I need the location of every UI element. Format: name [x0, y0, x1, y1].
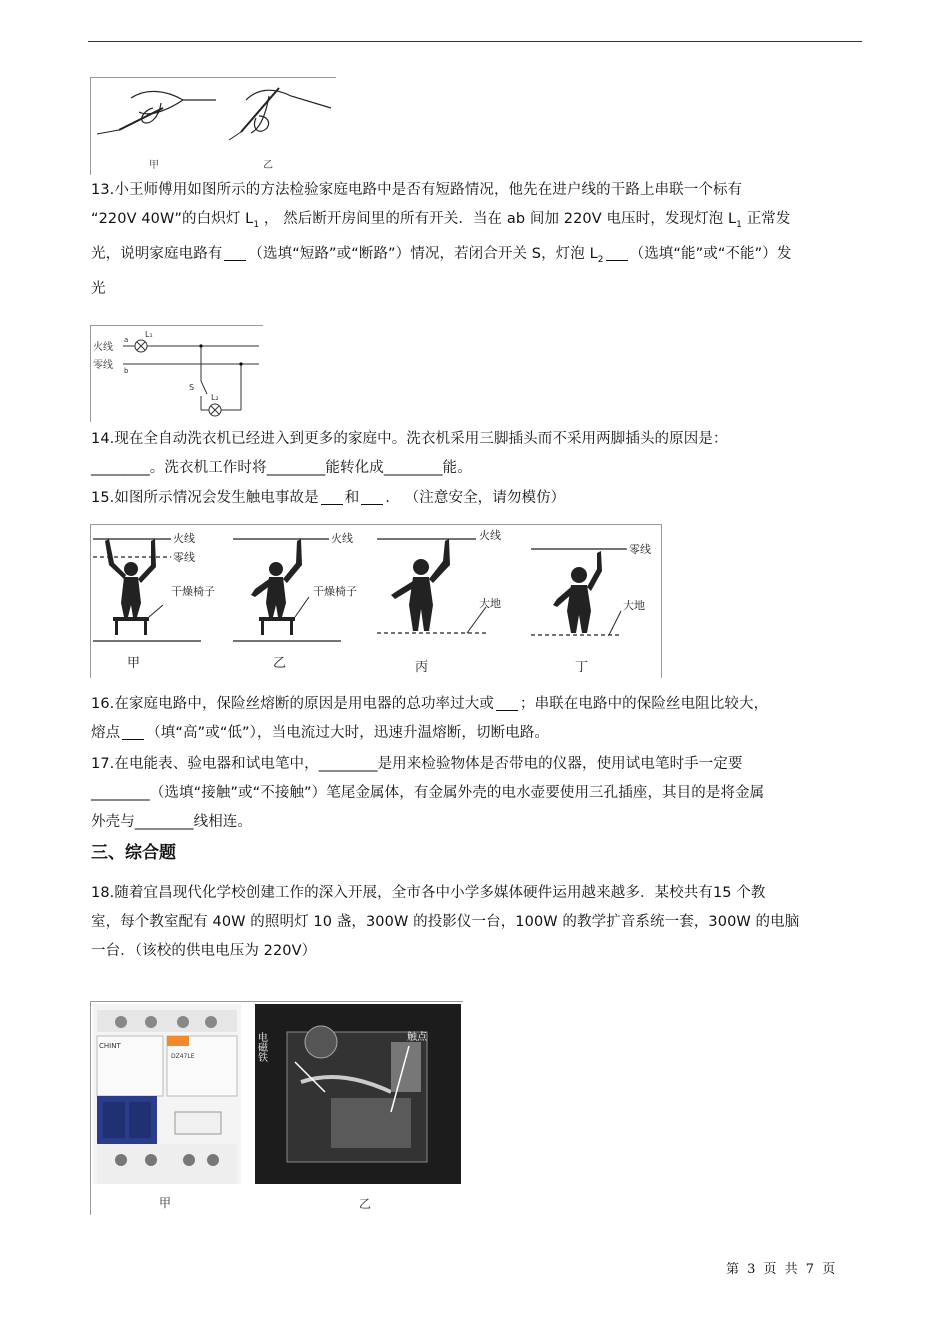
header-rule — [88, 41, 862, 42]
q13-line1: 13.小王师傅用如图所示的方法检验家庭电路中是否有短路情况，他先在进户线的干路上串联一个标有 — [91, 182, 743, 198]
shock-label-yi: 乙 — [273, 656, 287, 671]
shock-ding-ground: 大地 — [623, 599, 645, 612]
shock-bing-ground: 大地 — [479, 597, 501, 610]
shock-scenarios-figure — [90, 524, 662, 678]
question-13 — [91, 176, 863, 304]
pen-label-yi: 乙 — [263, 160, 273, 171]
q13-blank-1[interactable] — [224, 245, 246, 261]
pen-label-jia: 甲 — [149, 160, 159, 171]
q13-line3: 光，说明家庭电路有 （选填“短路”或“断路”）情况，若闭合开关 S，灯泡 $L_2$ （选填“能”或“不能”）发 — [91, 246, 792, 265]
shock-label-ding: 丁 — [575, 660, 589, 675]
shock-yi-live: 火线 — [331, 532, 353, 545]
circuit-b-label: b — [124, 367, 129, 375]
breaker-figure — [90, 1001, 463, 1215]
test-pen-figure — [90, 77, 336, 175]
q15-blank-1[interactable] — [321, 489, 343, 505]
breaker-label-yi: 乙 — [359, 1197, 372, 1211]
question-18: 18.随着宜昌现代化学校创建工作的深入开展，全市各中小学多媒体硬件运用越来越多．某校共有15 个教 室，每个教室配有 40W 的照明灯 10 盏，300W 的投影仪一台，100W 的教学扩音系统一套，300W 的电脑 一台．（该校的供电电压为 220V） — [91, 885, 800, 959]
circuit-l2-label: L₂ — [211, 393, 219, 402]
shock-jia-neutral: 零线 — [173, 551, 195, 564]
breaker-model: DZ47LE — [171, 1053, 195, 1060]
circuit-l1-label: L₁ — [145, 330, 153, 339]
breaker-contact-label: 触点 — [407, 1032, 427, 1043]
q13-line4: 光 — [91, 281, 106, 297]
shock-label-bing: 丙 — [415, 660, 429, 675]
circuit-s-label: S — [189, 383, 195, 392]
breaker-label-jia: 甲 — [159, 1196, 172, 1210]
breaker-coil-text: 电磁铁 — [255, 1032, 267, 1062]
shock-jia-chair: 干燥椅子 — [171, 585, 215, 598]
q16-blank-2[interactable] — [122, 724, 144, 740]
question-17: 17.在电能表、验电器和试电笔中，________是用来检验物体是否带电的仪器，使用试电笔时手一定要 ________（选填“接触”或“不接触”）笔尾金属体，有金属外壳的电水壶要使用三孔插座，其目的是将金属 外壳与________线相连。 — [91, 756, 765, 830]
q14-line1: 14.现在全自动洗衣机已经进入到更多的家庭中。洗衣机采用三脚插头而不采用两脚插头的原因是： — [91, 431, 728, 447]
question-14 — [91, 425, 863, 483]
q13-line2: “220V 40W”的白炽灯 $L_1$ ， 然后断开房间里的所有开关．当在 ab 间加 220V 电压时，发现灯泡 $L_1$ 正常发 — [91, 211, 791, 230]
question-16: 16.在家庭电路中，保险丝熔断的原因是用电器的总功率过大或 ；串联在电路中的保险丝电阻比较大， 熔点 （填“高”或“低”），当电流过大时，迅速升温熔断，切断电路。 — [91, 696, 769, 741]
q15-blank-2[interactable] — [361, 489, 383, 505]
breaker-brand: CHINT — [99, 1042, 121, 1050]
shock-bing-live: 火线 — [479, 529, 501, 542]
circuit-diagram — [90, 325, 263, 422]
question-15: 15.如图所示情况会发生触电事故是 和 ． （注意安全，请勿模仿） — [91, 490, 566, 506]
q14-line2: ________。洗衣机工作时将________能转化成________能。 — [91, 460, 472, 476]
q16-blank-1[interactable] — [496, 695, 518, 711]
circuit-live-label: 火线 — [93, 342, 113, 353]
shock-jia-live: 火线 — [173, 532, 195, 545]
page-footer: 第 3 页 共 7 页 — [726, 1262, 838, 1277]
circuit-neutral-label: 零线 — [93, 360, 113, 371]
shock-label-jia: 甲 — [127, 656, 141, 671]
section-heading: 三、综合题 — [91, 843, 176, 863]
shock-ding-neutral: 零线 — [629, 543, 651, 556]
q13-blank-2[interactable] — [606, 245, 628, 261]
circuit-a-label: a — [124, 336, 129, 344]
shock-yi-chair: 干燥椅子 — [313, 585, 357, 598]
